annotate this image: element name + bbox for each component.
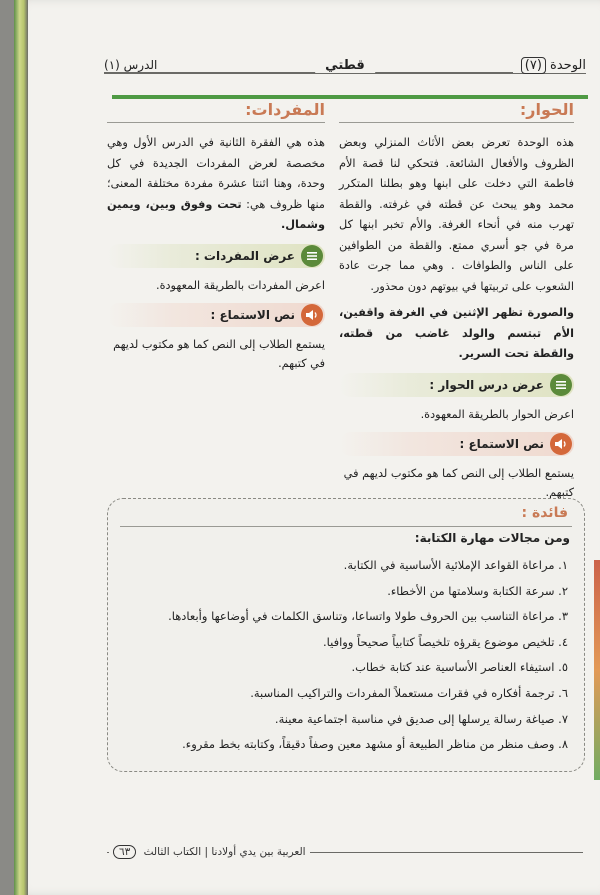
footer-book-title: العربية بين يدي أولادنا | الكتاب الثالث	[143, 846, 306, 858]
vocabulary-title-text: المفردات:	[245, 100, 325, 119]
dialogue-section	[339, 100, 574, 502]
unit-label-text: الوحدة	[550, 58, 586, 73]
speaker-icon	[301, 304, 323, 326]
tip-divider	[120, 526, 572, 527]
dialogue-present-text: اعرض الحوار بالطريقة المعهودة.	[420, 407, 574, 421]
tip-item: ٦. ترجمة أفكاره في فقرات مستعملاً المفردات والتراكيب المناسبة.	[250, 685, 568, 700]
list-icon	[301, 245, 323, 267]
green-divider	[112, 95, 588, 99]
vocabulary-listen-text: يستمع الطلاب إلى النص كما هو مكتوب لديهم في كتبهم.	[113, 337, 325, 370]
book-page	[14, 0, 600, 895]
list-icon	[550, 374, 572, 396]
speaker-icon	[550, 433, 572, 455]
dialogue-paragraph-2	[339, 303, 574, 365]
vocabulary-present-header	[107, 244, 325, 268]
dialogue-paragraph-1: هذه الوحدة تعرض بعض الأثاث المنزلي وبعض الظروف والأفعال الشائعة. فتحكي لنا قصة الأم فاطمة التي دخلت على ابنها وهو بطلنا المتكرر محمد وهو يبحث عن قطته في غرفته. والقطة تهرب منه في أنحاء الغرفة. والأم تخبر ابنها كل مرة في جو أسري ممتع. والقطة من الطوافين على الناس والطوافات . وهي مما جرت عادة الشعوب على تربيتها في بيوتهم دون محذور.	[339, 136, 574, 293]
vocabulary-intro-text: هذه هي الفقرة الثانية في الدرس الأول وهي مخصصة لعرض المفردات الجديدة في كل وحدة، وهنا اثنتا عشرة مفردة مختلفة المعنى؛ منها ظروف هي:	[107, 136, 325, 211]
tip-item: ٨. وصف منظر من مناظر الطبيعة أو مشهد معين وصفاً دقيقاً، وكتابته بخط مقروء.	[182, 737, 568, 752]
unit-label	[513, 58, 586, 73]
page-side-tabs	[594, 560, 600, 780]
tip-item: ٤. تلخيص موضوع يقرؤه تلخيصاً كتابياً صحيحاً ووافيا.	[322, 634, 568, 649]
vocabulary-title	[107, 100, 325, 123]
dialogue-listen-text: يستمع الطلاب إلى النص كما هو مكتوب لديهم في كتبهم.	[343, 466, 574, 499]
vocabulary-listen-label: نص الاستماع :	[210, 307, 295, 322]
tip-title: فائدة :	[521, 505, 568, 521]
tip-heading: ومن مجالات مهارة الكتابة:	[414, 531, 570, 545]
vocabulary-present-text: اعرض المفردات بالطريقة المعهودة.	[156, 278, 325, 292]
book-edge-strip	[14, 0, 28, 895]
vocabulary-present-label: عرض المفردات :	[194, 248, 295, 263]
vocabulary-intro-bold: تحت وفوق وبين، ويمين وشمال.	[107, 197, 325, 231]
page-title: قطتي	[315, 58, 375, 73]
tip-list	[126, 553, 568, 758]
lesson-label: الدرس (١)	[104, 58, 163, 72]
dialogue-title	[339, 100, 574, 123]
page-header	[104, 58, 586, 88]
dialogue-present-header	[339, 373, 574, 397]
vocabulary-listen-header	[107, 303, 325, 327]
page-footer	[109, 846, 310, 858]
tip-item: ٣. مراعاة التناسب بين الحروف طولا واتساعا، وتناسق الكلمات في أوضاعها وأبعادها.	[168, 609, 568, 624]
dialogue-listen-header	[339, 432, 574, 456]
dialogue-title-text: الحوار:	[519, 100, 574, 119]
vocabulary-intro	[107, 133, 325, 236]
page-number: ٦٣	[113, 845, 136, 859]
vocabulary-section	[107, 100, 325, 373]
tip-box	[107, 498, 585, 772]
dialogue-listen-label: نص الاستماع :	[459, 436, 544, 451]
dialogue-present-label: عرض درس الحوار :	[429, 377, 544, 392]
tip-item: ٧. صياغة رسالة يرسلها إلى صديق في مناسبة اجتماعية معينة.	[274, 711, 568, 726]
tip-item: ١. مراعاة القواعد الإملائية الأساسية في الكتابة.	[343, 558, 568, 572]
tip-item: ٥. استيفاء العناصر الأساسية عند كتابة خطاب.	[351, 660, 568, 675]
tip-item: ٢. سرعة الكتابة وسلامتها من الأخطاء.	[387, 583, 568, 598]
dialogue-paragraph-2-text: والصورة تظهر الإثنين في الغرفة واقفين، الأم تبتسم والولد غاضب من قطته، والقطة تحت السرير.	[339, 306, 574, 360]
unit-number: (٧)	[521, 57, 546, 74]
